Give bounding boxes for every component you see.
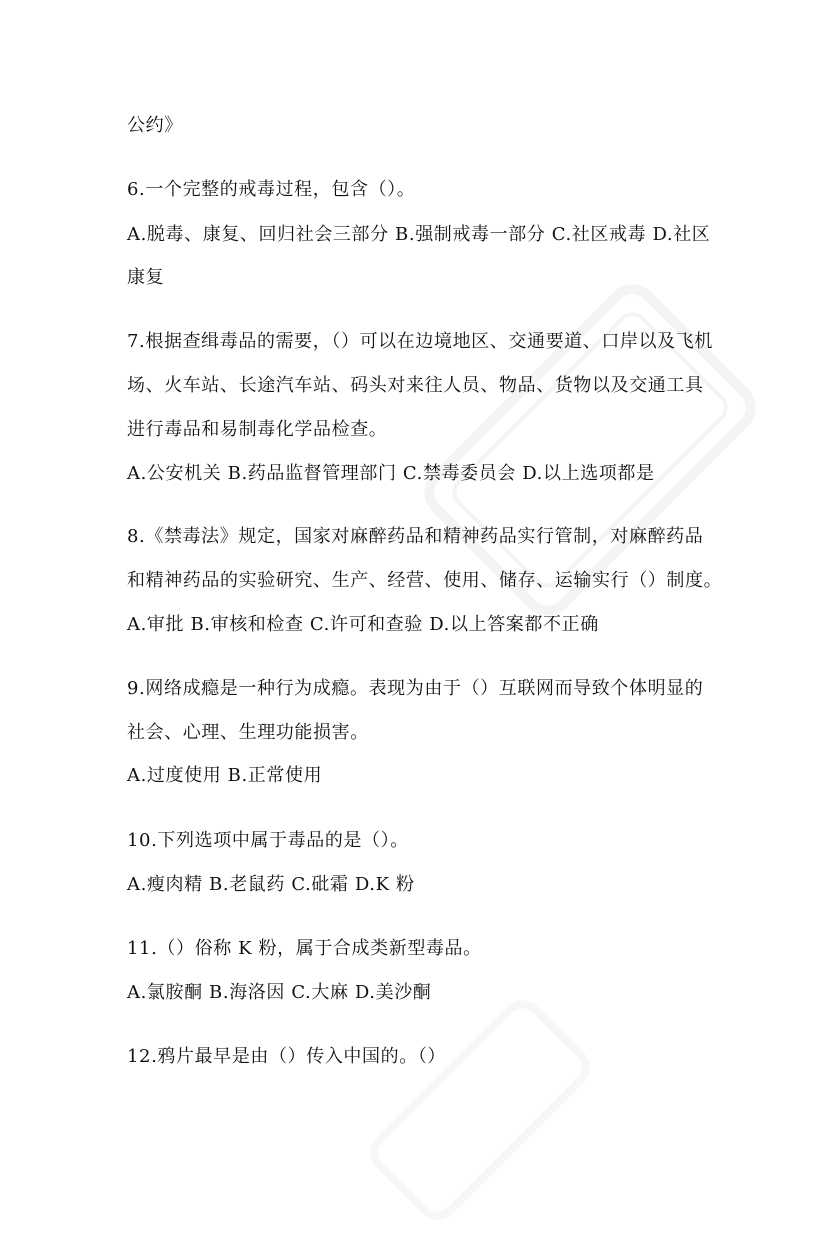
question-10: 10.下列选项中属于毒品的是（）。 [127, 830, 409, 851]
question-12: 12.鸦片最早是由（）传入中国的。（） [127, 1046, 447, 1067]
question-8-options: A.审批 B.审核和检查 C.许可和查验 D.以上答案都不正确 [127, 614, 599, 635]
question-6: 6.一个完整的戒毒过程，包含（）。 [127, 179, 416, 200]
question-11-options: A.氯胺酮 B.海洛因 C.大麻 D.美沙酮 [127, 982, 432, 1003]
question-6-options: A.脱毒、康复、回归社会三部分 B.强制戒毒一部分 C.社区戒毒 D.社区 [127, 224, 711, 245]
question-8-cont: 和精神药品的实验研究、生产、经营、使用、储存、运输实行（）制度。 [127, 570, 723, 591]
question-9-options: A.过度使用 B.正常使用 [127, 765, 323, 786]
question-11: 11.（）俗称 K 粉，属于合成类新型毒品。 [127, 938, 482, 959]
question-9: 9.网络成瘾是一种行为成瘾。表现为由于（）互联网而导致个体明显的 [127, 678, 704, 699]
question-7-cont-2: 进行毒品和易制毒化学品检查。 [127, 419, 388, 440]
question-8: 8.《禁毒法》规定，国家对麻醉药品和精神药品实行管制，对麻醉药品 [127, 526, 704, 547]
question-7-options: A.公安机关 B.药品监督管理部门 C.禁毒委员会 D.以上选项都是 [127, 463, 655, 484]
watermark-logo-bottom [346, 976, 615, 1244]
question-7-cont-1: 场、火车站、长途汽车站、码头对来往人员、物品、货物以及交通工具 [127, 375, 704, 396]
question-9-cont: 社会、心理、生理功能损害。 [127, 722, 369, 743]
question-10-options: A.瘦肉精 B.老鼠药 C.砒霜 D.K 粉 [127, 874, 415, 895]
question-7: 7.根据查缉毒品的需要，（）可以在边境地区、交通要道、口岸以及飞机 [127, 331, 713, 352]
question-6-options-cont: 康复 [127, 267, 165, 288]
text-line-continuation: 公约》 [127, 115, 183, 136]
watermark-logo [371, 231, 809, 669]
